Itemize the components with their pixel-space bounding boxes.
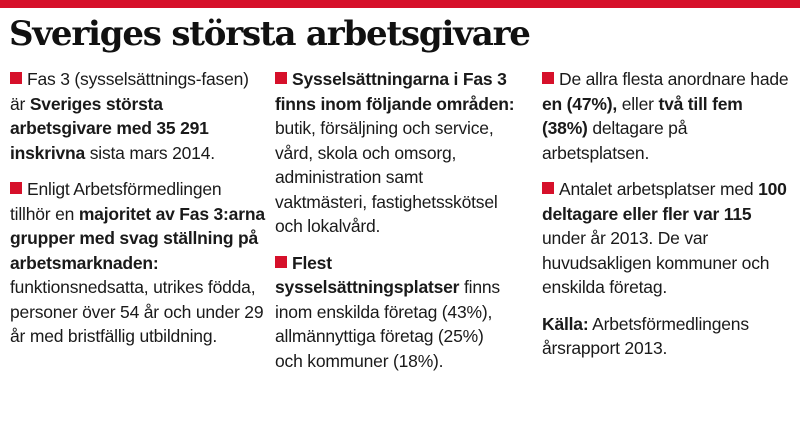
- paragraph-c1-p1: [275, 251, 515, 374]
- text-run: sista mars 2014.: [85, 142, 215, 163]
- article-title: Sveriges största arbetsgivare: [9, 14, 530, 54]
- text-run: finns inom enskilda företag (43%), allmännyttiga företag (25%) och kommuner (18%).: [275, 277, 500, 371]
- paragraph-c2-p0: [542, 67, 792, 165]
- bold-text-run: två till fem (38%): [542, 93, 743, 138]
- text-run: Antalet arbetsplatser med: [559, 179, 759, 199]
- paragraph-c1-p0: [275, 67, 515, 239]
- paragraph-c2-p1: [542, 177, 792, 300]
- text-run: under år 2013. De var huvudsakligen kommuner och enskilda företag.: [542, 228, 770, 297]
- paragraph-c0-p0: [10, 67, 265, 165]
- bold-text-run: 100 deltagare eller fler var 115: [542, 179, 787, 224]
- text-run: De allra flesta anordnare hade: [559, 69, 789, 89]
- text-run: Enligt Arbetsförmedlingen tillhör en: [10, 179, 222, 224]
- red-square-bullet-icon: [542, 72, 554, 84]
- red-square-bullet-icon: [275, 256, 287, 268]
- text-run: funktionsnedsatta, utrikes födda, personer över 54 år och under 29 år med bristfällig utbildning.: [10, 277, 264, 346]
- column-3: [542, 67, 792, 373]
- text-run: eller: [617, 93, 659, 114]
- top-accent-bar: [0, 0, 800, 8]
- bold-text-run: Sveriges största arbetsgivare med 35 291 inskrivna: [10, 93, 209, 163]
- bold-text-run: en (47%),: [542, 93, 618, 114]
- column-2: [275, 67, 515, 385]
- text-run: deltagare på arbetsplatsen.: [542, 118, 688, 163]
- red-square-bullet-icon: [10, 72, 22, 84]
- bold-text-run: Sysselsättningarna i Fas 3 finns inom följande områden:: [275, 69, 515, 114]
- text-run: butik, försäljning och service, vård, skola och omsorg, administration samt vaktmästeri, fastighetsskötsel och lokalvård.: [275, 118, 498, 236]
- red-square-bullet-icon: [542, 182, 554, 194]
- source-note: [542, 312, 792, 361]
- source-label: Källa:: [542, 313, 589, 334]
- column-1: [10, 67, 265, 361]
- bold-text-run: majoritet av Fas 3:arna grupper med svag ställning på arbetsmarknaden:: [10, 203, 265, 273]
- red-square-bullet-icon: [275, 72, 287, 84]
- bold-text-run: Flest sysselsättningsplatser: [275, 252, 460, 297]
- paragraph-c0-p1: [10, 177, 265, 349]
- text-run: Fas 3 (sysselsättnings-fasen) är: [10, 69, 249, 114]
- red-square-bullet-icon: [10, 182, 22, 194]
- source-text: Arbetsförmedlingens årsrapport 2013.: [542, 313, 749, 358]
